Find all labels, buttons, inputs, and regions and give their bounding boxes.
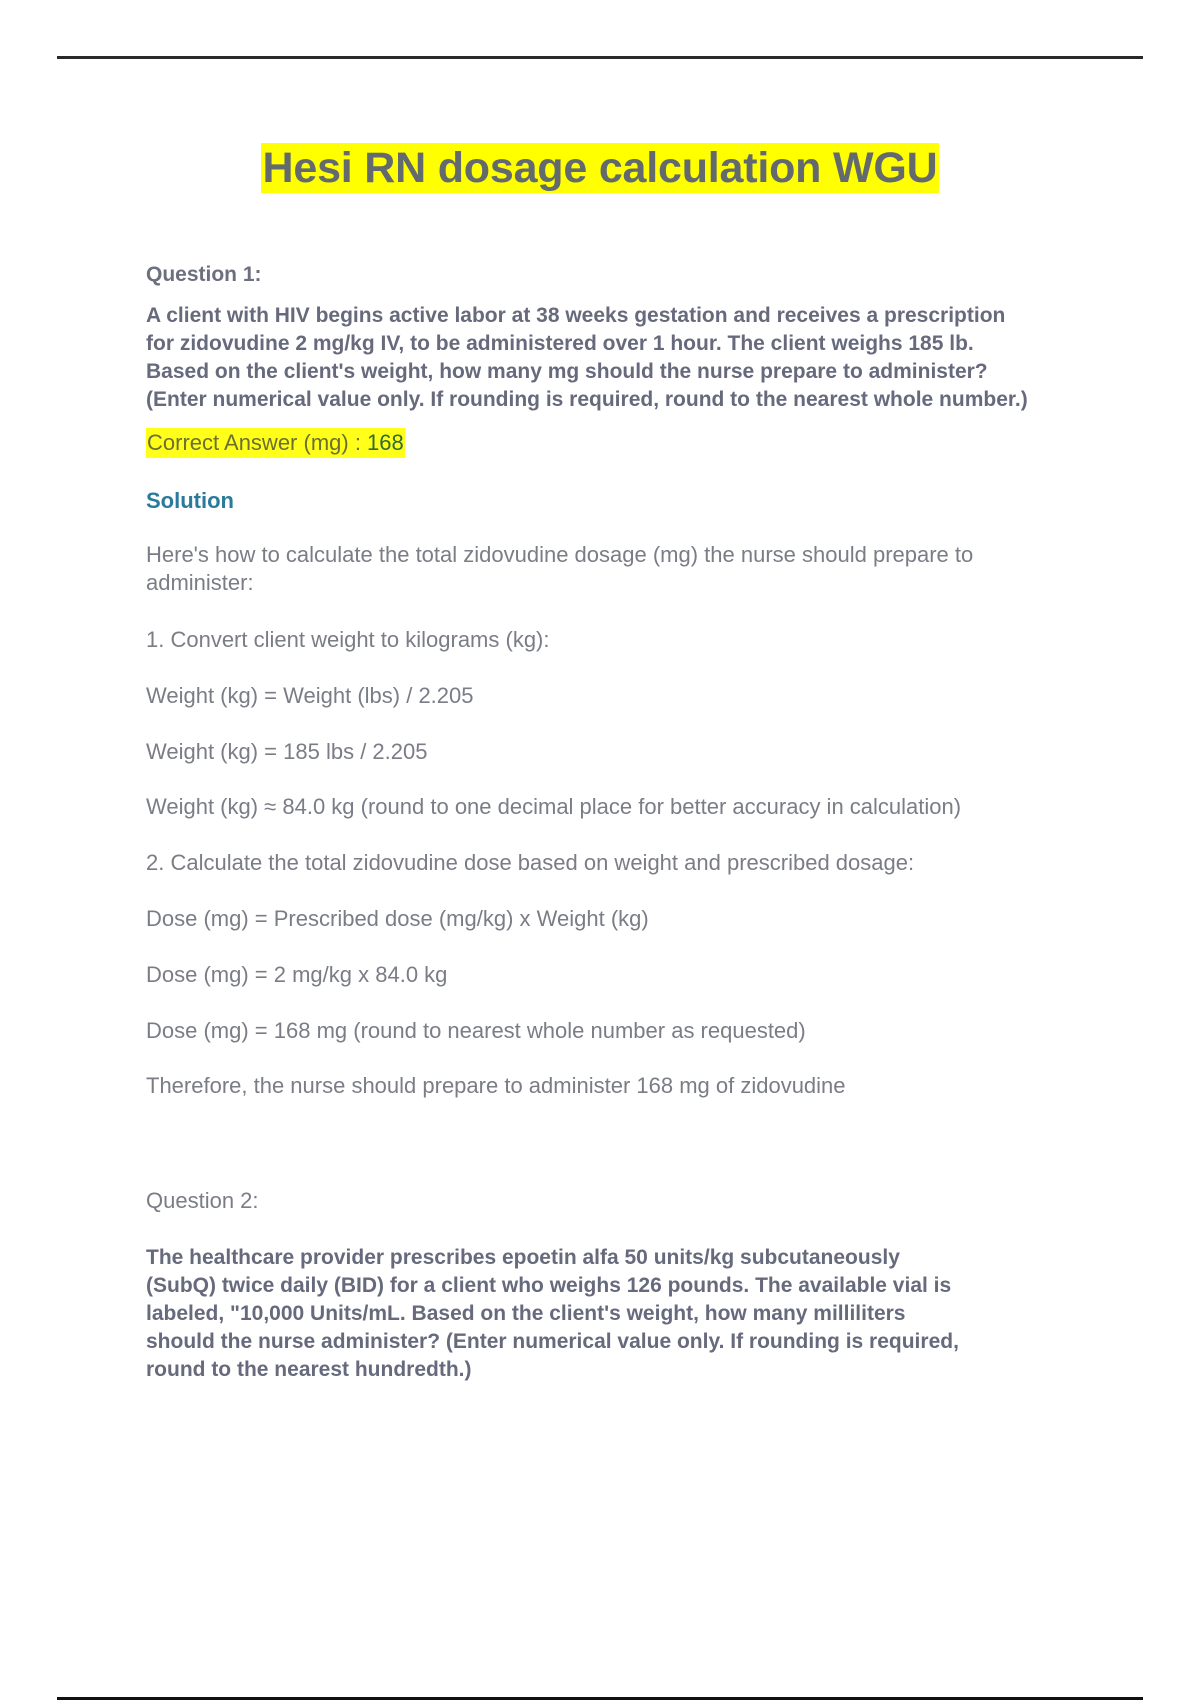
solution-step: Weight (kg) = 185 lbs / 2.205 (146, 739, 428, 764)
solution-step: Dose (mg) = Prescribed dose (mg/kg) x Weight (kg) (146, 906, 649, 931)
question-1-label: Question 1: (146, 263, 262, 286)
question-text-line: for zidovudine 2 mg/kg IV, to be administered over 1 hour. The client weighs 185 lb. (146, 332, 974, 355)
solution-step: Dose (mg) = 2 mg/kg x 84.0 kg (146, 962, 448, 987)
question-text-line: Based on the client's weight, how many mg should the nurse prepare to administer? (146, 360, 988, 383)
question-text-line: round to the nearest hundredth.) (146, 1358, 472, 1381)
solution-step: Dose (mg) = 168 mg (round to nearest whole number as requested) (146, 1018, 806, 1043)
solution-step: 1. Convert client weight to kilograms (kg): (146, 627, 550, 652)
solution-conclusion: Therefore, the nurse should prepare to administer 168 mg of zidovudine (146, 1073, 846, 1098)
solution-step: Weight (kg) ≈ 84.0 kg (round to one decimal place for better accuracy in calculation) (146, 794, 962, 819)
question-text-line: (Enter numerical value only. If rounding is required, round to the nearest whole number.) (146, 388, 1028, 411)
correct-answer-value: 168 (367, 430, 404, 455)
solution-step: Weight (kg) = Weight (lbs) / 2.205 (146, 683, 474, 708)
question-text-line: A client with HIV begins active labor at 38 weeks gestation and receives a prescription (146, 304, 1006, 327)
document-title: Hesi RN dosage calculation WGU (262, 144, 938, 192)
header-rule (57, 56, 1143, 59)
solution-step: 2. Calculate the total zidovudine dose based on weight and prescribed dosage: (146, 850, 915, 875)
title-container (0, 143, 1200, 193)
question-2-label: Question 2: (146, 1188, 259, 1213)
question-text-line: labeled, "10,000 Units/mL. Based on the client's weight, how many milliliters (146, 1302, 906, 1325)
solution-heading: Solution (146, 488, 234, 513)
question-text-line: (SubQ) twice daily (BID) for a client who weighs 126 pounds. The available vial is (146, 1274, 952, 1297)
question-2-text (146, 1244, 1096, 1384)
correct-answer-label: Correct Answer (mg) : (147, 430, 368, 455)
question-1-text (146, 302, 1096, 414)
question-text-line: The healthcare provider prescribes epoetin alfa 50 units/kg subcutaneously (146, 1246, 900, 1269)
correct-answer-row (146, 428, 1096, 458)
solution-intro: Here's how to calculate the total zidovudine dosage (mg) the nurse should prepare to administer: (146, 542, 974, 595)
correct-answer-highlight (146, 428, 405, 458)
question-text-line: should the nurse administer? (Enter numerical value only. If rounding is required, (146, 1330, 959, 1353)
